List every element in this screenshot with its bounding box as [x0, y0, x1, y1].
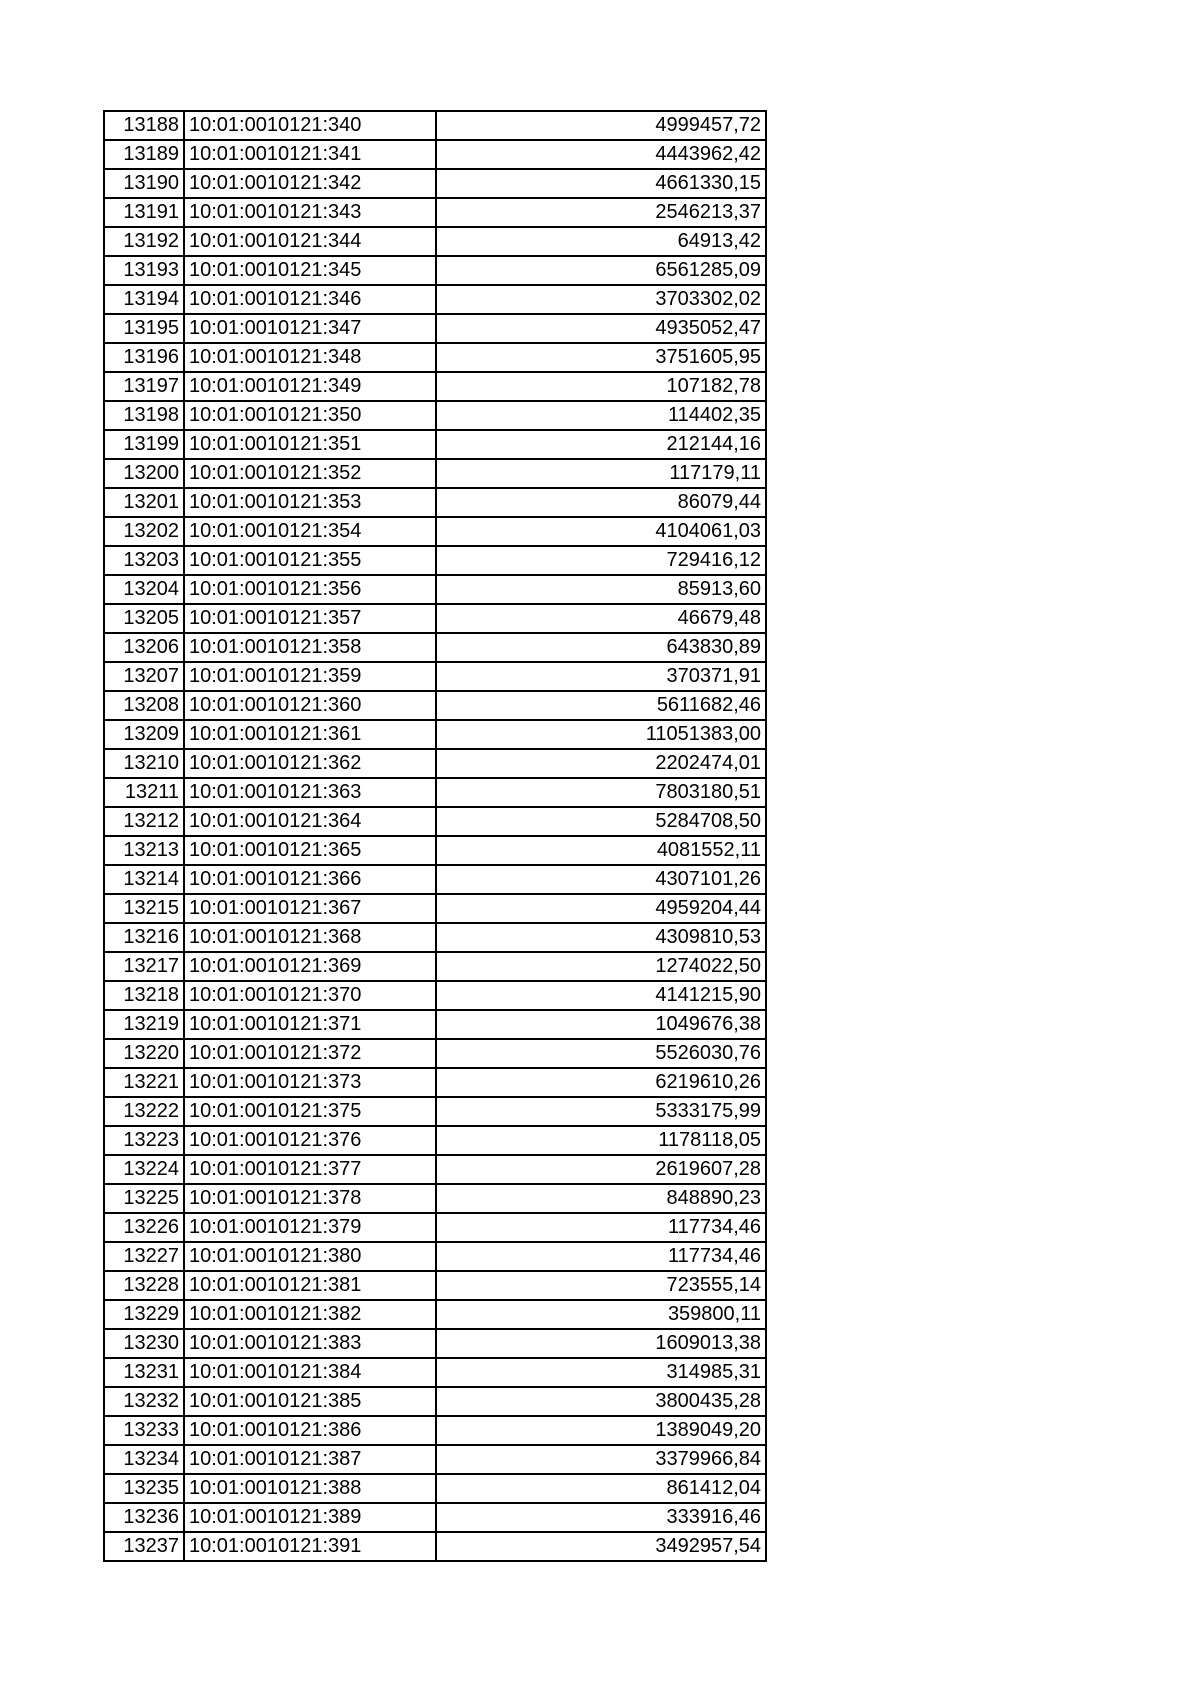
cadastral-number-cell: 10:01:0010121:387 [184, 1445, 436, 1474]
table-row [104, 865, 766, 894]
table-row [104, 1329, 766, 1358]
value-cell: 4307101,26 [436, 865, 766, 894]
value-cell: 5284708,50 [436, 807, 766, 836]
row-number-cell: 13235 [104, 1474, 184, 1503]
cadastral-value-table [103, 110, 767, 1562]
cadastral-number-cell: 10:01:0010121:363 [184, 778, 436, 807]
table-row [104, 1184, 766, 1213]
row-number-cell: 13189 [104, 140, 184, 169]
row-number-cell: 13191 [104, 198, 184, 227]
value-cell: 3800435,28 [436, 1387, 766, 1416]
value-cell: 370371,91 [436, 662, 766, 691]
value-cell: 2546213,37 [436, 198, 766, 227]
value-cell: 729416,12 [436, 546, 766, 575]
cadastral-number-cell: 10:01:0010121:356 [184, 575, 436, 604]
cadastral-number-cell: 10:01:0010121:347 [184, 314, 436, 343]
row-number-cell: 13188 [104, 111, 184, 140]
table-row [104, 111, 766, 140]
row-number-cell: 13210 [104, 749, 184, 778]
cadastral-number-cell: 10:01:0010121:367 [184, 894, 436, 923]
row-number-cell: 13236 [104, 1503, 184, 1532]
row-number-cell: 13227 [104, 1242, 184, 1271]
row-number-cell: 13203 [104, 546, 184, 575]
table-row [104, 720, 766, 749]
row-number-cell: 13194 [104, 285, 184, 314]
cadastral-number-cell: 10:01:0010121:383 [184, 1329, 436, 1358]
row-number-cell: 13212 [104, 807, 184, 836]
value-cell: 3379966,84 [436, 1445, 766, 1474]
row-number-cell: 13196 [104, 343, 184, 372]
value-cell: 2202474,01 [436, 749, 766, 778]
cadastral-number-cell: 10:01:0010121:365 [184, 836, 436, 865]
value-cell: 117734,46 [436, 1213, 766, 1242]
value-cell: 5526030,76 [436, 1039, 766, 1068]
value-cell: 6219610,26 [436, 1068, 766, 1097]
table-body [104, 111, 766, 1561]
value-cell: 1178118,05 [436, 1126, 766, 1155]
cadastral-number-cell: 10:01:0010121:342 [184, 169, 436, 198]
value-cell: 4104061,03 [436, 517, 766, 546]
table-row [104, 1068, 766, 1097]
value-cell: 1609013,38 [436, 1329, 766, 1358]
value-cell: 6561285,09 [436, 256, 766, 285]
row-number-cell: 13232 [104, 1387, 184, 1416]
cadastral-number-cell: 10:01:0010121:350 [184, 401, 436, 430]
table-row [104, 517, 766, 546]
table-row [104, 285, 766, 314]
cadastral-number-cell: 10:01:0010121:351 [184, 430, 436, 459]
table-row [104, 372, 766, 401]
value-cell: 643830,89 [436, 633, 766, 662]
table-row [104, 1242, 766, 1271]
table-row [104, 836, 766, 865]
table-row [104, 778, 766, 807]
row-number-cell: 13222 [104, 1097, 184, 1126]
cadastral-number-cell: 10:01:0010121:380 [184, 1242, 436, 1271]
cadastral-number-cell: 10:01:0010121:362 [184, 749, 436, 778]
table-row [104, 894, 766, 923]
row-number-cell: 13216 [104, 923, 184, 952]
value-cell: 2619607,28 [436, 1155, 766, 1184]
value-cell: 3703302,02 [436, 285, 766, 314]
table-row [104, 459, 766, 488]
row-number-cell: 13198 [104, 401, 184, 430]
value-cell: 107182,78 [436, 372, 766, 401]
row-number-cell: 13214 [104, 865, 184, 894]
table-row [104, 256, 766, 285]
table-row [104, 1416, 766, 1445]
table-row [104, 546, 766, 575]
table-row [104, 169, 766, 198]
table-row [104, 1358, 766, 1387]
value-cell: 212144,16 [436, 430, 766, 459]
row-number-cell: 13217 [104, 952, 184, 981]
cadastral-number-cell: 10:01:0010121:348 [184, 343, 436, 372]
row-number-cell: 13228 [104, 1271, 184, 1300]
row-number-cell: 13207 [104, 662, 184, 691]
value-cell: 5611682,46 [436, 691, 766, 720]
cadastral-number-cell: 10:01:0010121:391 [184, 1532, 436, 1561]
cadastral-number-cell: 10:01:0010121:366 [184, 865, 436, 894]
table-row [104, 430, 766, 459]
row-number-cell: 13211 [104, 778, 184, 807]
table-row [104, 604, 766, 633]
value-cell: 723555,14 [436, 1271, 766, 1300]
cadastral-number-cell: 10:01:0010121:364 [184, 807, 436, 836]
row-number-cell: 13223 [104, 1126, 184, 1155]
table-row [104, 343, 766, 372]
row-number-cell: 13197 [104, 372, 184, 401]
row-number-cell: 13233 [104, 1416, 184, 1445]
row-number-cell: 13220 [104, 1039, 184, 1068]
table-row [104, 1532, 766, 1561]
cadastral-number-cell: 10:01:0010121:345 [184, 256, 436, 285]
cadastral-number-cell: 10:01:0010121:382 [184, 1300, 436, 1329]
cadastral-number-cell: 10:01:0010121:359 [184, 662, 436, 691]
row-number-cell: 13192 [104, 227, 184, 256]
cadastral-number-cell: 10:01:0010121:355 [184, 546, 436, 575]
row-number-cell: 13205 [104, 604, 184, 633]
table-row [104, 749, 766, 778]
cadastral-number-cell: 10:01:0010121:340 [184, 111, 436, 140]
row-number-cell: 13226 [104, 1213, 184, 1242]
value-cell: 3492957,54 [436, 1532, 766, 1561]
cadastral-number-cell: 10:01:0010121:384 [184, 1358, 436, 1387]
table-row [104, 662, 766, 691]
cadastral-number-cell: 10:01:0010121:371 [184, 1010, 436, 1039]
value-cell: 861412,04 [436, 1474, 766, 1503]
cadastral-number-cell: 10:01:0010121:369 [184, 952, 436, 981]
row-number-cell: 13218 [104, 981, 184, 1010]
table-row [104, 1097, 766, 1126]
value-cell: 359800,11 [436, 1300, 766, 1329]
value-cell: 46679,48 [436, 604, 766, 633]
cadastral-number-cell: 10:01:0010121:378 [184, 1184, 436, 1213]
cadastral-number-cell: 10:01:0010121:388 [184, 1474, 436, 1503]
row-number-cell: 13208 [104, 691, 184, 720]
row-number-cell: 13224 [104, 1155, 184, 1184]
table-row [104, 1155, 766, 1184]
row-number-cell: 13229 [104, 1300, 184, 1329]
cadastral-number-cell: 10:01:0010121:373 [184, 1068, 436, 1097]
value-cell: 4141215,90 [436, 981, 766, 1010]
table-row [104, 633, 766, 662]
row-number-cell: 13209 [104, 720, 184, 749]
value-cell: 5333175,99 [436, 1097, 766, 1126]
table-row [104, 140, 766, 169]
cadastral-number-cell: 10:01:0010121:352 [184, 459, 436, 488]
cadastral-number-cell: 10:01:0010121:344 [184, 227, 436, 256]
row-number-cell: 13215 [104, 894, 184, 923]
row-number-cell: 13190 [104, 169, 184, 198]
cadastral-number-cell: 10:01:0010121:379 [184, 1213, 436, 1242]
value-cell: 4443962,42 [436, 140, 766, 169]
table-row [104, 198, 766, 227]
value-cell: 64913,42 [436, 227, 766, 256]
value-cell: 85913,60 [436, 575, 766, 604]
cadastral-number-cell: 10:01:0010121:389 [184, 1503, 436, 1532]
row-number-cell: 13221 [104, 1068, 184, 1097]
cadastral-number-cell: 10:01:0010121:361 [184, 720, 436, 749]
table-row [104, 1213, 766, 1242]
cadastral-number-cell: 10:01:0010121:349 [184, 372, 436, 401]
table-row [104, 691, 766, 720]
table-row [104, 1039, 766, 1068]
cadastral-number-cell: 10:01:0010121:360 [184, 691, 436, 720]
value-cell: 117734,46 [436, 1242, 766, 1271]
row-number-cell: 13237 [104, 1532, 184, 1561]
cadastral-number-cell: 10:01:0010121:376 [184, 1126, 436, 1155]
value-cell: 4309810,53 [436, 923, 766, 952]
table-row [104, 314, 766, 343]
value-cell: 4661330,15 [436, 169, 766, 198]
table-row [104, 488, 766, 517]
table-row [104, 1271, 766, 1300]
row-number-cell: 13219 [104, 1010, 184, 1039]
table-row [104, 401, 766, 430]
value-cell: 1049676,38 [436, 1010, 766, 1039]
row-number-cell: 13195 [104, 314, 184, 343]
table-row [104, 1474, 766, 1503]
row-number-cell: 13206 [104, 633, 184, 662]
table-row [104, 981, 766, 1010]
cadastral-number-cell: 10:01:0010121:341 [184, 140, 436, 169]
value-cell: 314985,31 [436, 1358, 766, 1387]
value-cell: 7803180,51 [436, 778, 766, 807]
cadastral-number-cell: 10:01:0010121:377 [184, 1155, 436, 1184]
row-number-cell: 13225 [104, 1184, 184, 1213]
row-number-cell: 13231 [104, 1358, 184, 1387]
value-cell: 86079,44 [436, 488, 766, 517]
cadastral-number-cell: 10:01:0010121:386 [184, 1416, 436, 1445]
value-cell: 848890,23 [436, 1184, 766, 1213]
value-cell: 4081552,11 [436, 836, 766, 865]
cadastral-number-cell: 10:01:0010121:357 [184, 604, 436, 633]
table-row [104, 1503, 766, 1532]
cadastral-number-cell: 10:01:0010121:375 [184, 1097, 436, 1126]
table-row [104, 227, 766, 256]
cadastral-number-cell: 10:01:0010121:346 [184, 285, 436, 314]
row-number-cell: 13201 [104, 488, 184, 517]
table-row [104, 952, 766, 981]
cadastral-number-cell: 10:01:0010121:343 [184, 198, 436, 227]
cadastral-number-cell: 10:01:0010121:368 [184, 923, 436, 952]
cadastral-number-cell: 10:01:0010121:385 [184, 1387, 436, 1416]
value-cell: 11051383,00 [436, 720, 766, 749]
table-row [104, 1300, 766, 1329]
table-row [104, 575, 766, 604]
table-row [104, 1445, 766, 1474]
value-cell: 4959204,44 [436, 894, 766, 923]
row-number-cell: 13213 [104, 836, 184, 865]
value-cell: 333916,46 [436, 1503, 766, 1532]
row-number-cell: 13234 [104, 1445, 184, 1474]
table-row [104, 1387, 766, 1416]
value-cell: 117179,11 [436, 459, 766, 488]
cadastral-number-cell: 10:01:0010121:370 [184, 981, 436, 1010]
value-cell: 1389049,20 [436, 1416, 766, 1445]
table-row [104, 923, 766, 952]
row-number-cell: 13193 [104, 256, 184, 285]
cadastral-number-cell: 10:01:0010121:353 [184, 488, 436, 517]
cadastral-number-cell: 10:01:0010121:358 [184, 633, 436, 662]
row-number-cell: 13200 [104, 459, 184, 488]
value-cell: 4999457,72 [436, 111, 766, 140]
value-cell: 4935052,47 [436, 314, 766, 343]
value-cell: 114402,35 [436, 401, 766, 430]
row-number-cell: 13202 [104, 517, 184, 546]
table-row [104, 807, 766, 836]
row-number-cell: 13230 [104, 1329, 184, 1358]
value-cell: 1274022,50 [436, 952, 766, 981]
cadastral-number-cell: 10:01:0010121:354 [184, 517, 436, 546]
value-cell: 3751605,95 [436, 343, 766, 372]
table-row [104, 1010, 766, 1039]
table-row [104, 1126, 766, 1155]
row-number-cell: 13204 [104, 575, 184, 604]
row-number-cell: 13199 [104, 430, 184, 459]
cadastral-number-cell: 10:01:0010121:372 [184, 1039, 436, 1068]
cadastral-number-cell: 10:01:0010121:381 [184, 1271, 436, 1300]
